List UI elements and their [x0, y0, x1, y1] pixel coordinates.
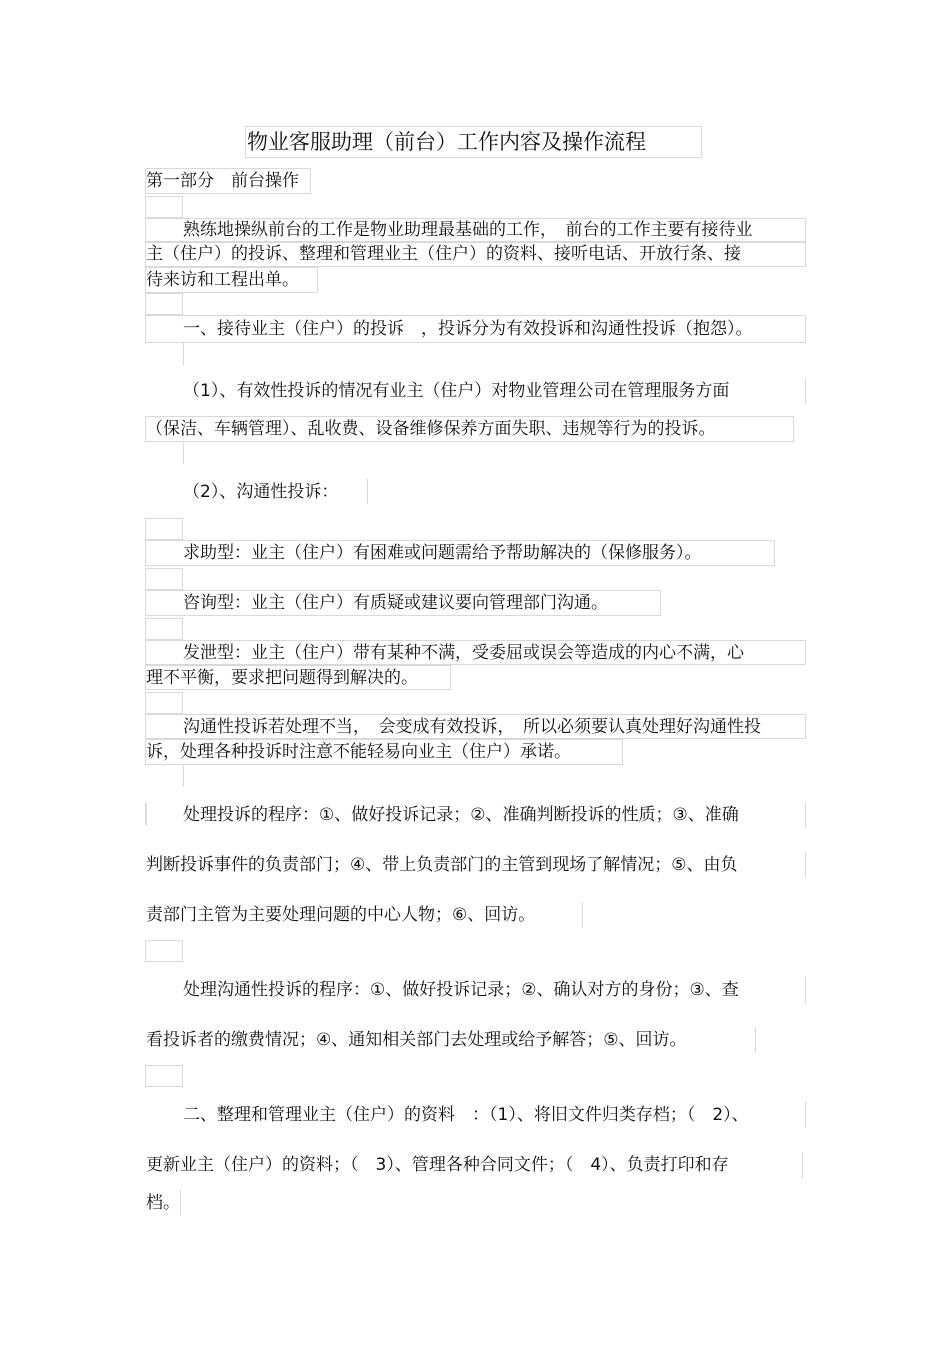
- divider: [805, 1102, 806, 1128]
- spacer-box: [145, 196, 183, 218]
- divider: [183, 343, 184, 365]
- page-title: 物业客服助理（前台）工作内容及操作流程: [247, 130, 646, 154]
- spacer-box: [145, 518, 183, 540]
- intro-line-1: 熟练地操纵前台的工作是物业助理最基础的工作， 前台的工作主要有接待业: [183, 220, 753, 240]
- section-heading: 第一部分 前台操作: [146, 171, 299, 191]
- divider: [802, 1152, 803, 1178]
- spacer-box: [145, 618, 183, 640]
- warning-line-2: 诉，处理各种投诉时注意不能轻易向业主（住户）承诺。: [146, 742, 571, 762]
- divider: [805, 852, 806, 878]
- divider: [805, 378, 806, 404]
- item2-line-3: 档。: [146, 1193, 180, 1213]
- consult-type: 咨询型：业主（住户）有质疑或建议要向管理部门沟通。: [183, 593, 608, 613]
- complaint-procedure-line-2: 判断投诉事件的负责部门；④、带上负责部门的主管到现场了解情况；⑤、由负: [146, 855, 738, 875]
- complaint-procedure-line-1: 处理投诉的程序：①、做好投诉记录；②、准确判断投诉的性质；③、准确: [183, 805, 739, 825]
- spacer-box: [145, 940, 183, 962]
- communicative-heading: （2）、沟通性投诉：: [183, 482, 339, 502]
- communicative-procedure-line-2: 看投诉者的缴费情况；④、通知相关部门去处理或给予解答；⑤、回访。: [146, 1030, 687, 1050]
- divider: [805, 977, 806, 1003]
- intro-line-3: 待来访和工程出单。: [146, 270, 299, 290]
- vent-line-1: 发泄型：业主（住户）带有某种不满，受委屈或误会等造成的内心不满，心: [183, 643, 744, 663]
- divider: [582, 902, 583, 928]
- warning-line-1: 沟通性投诉若处理不当， 会变成有效投诉， 所以必须要认真处理好沟通性投: [183, 717, 761, 737]
- divider: [183, 765, 184, 787]
- divider: [180, 1190, 181, 1216]
- effective-line-1: （1）、有效性投诉的情况有业主（住户）对物业管理公司在管理服务方面: [183, 381, 730, 401]
- effective-line-2: （保洁、车辆管理）、乱收费、设备维修保养方面失职、违规等行为的投诉。: [146, 419, 716, 439]
- spacer-box: [145, 692, 183, 714]
- communicative-procedure-line-1: 处理沟通性投诉的程序：①、做好投诉记录；②、确认对方的身份；③、查: [183, 980, 739, 1000]
- spacer-box: [145, 568, 183, 590]
- divider: [367, 479, 368, 504]
- spacer-box: [145, 1065, 183, 1087]
- item1-heading: 一、接待业主（住户）的投诉 ，投诉分为有效投诉和沟通性投诉（抱怨）。: [183, 319, 753, 339]
- vent-line-2: 理不平衡，要求把问题得到解决的。: [146, 668, 418, 688]
- item2-line-1: 二、整理和管理业主（住户）的资料 ：（1）、将旧文件归类存档；（ 2）、: [183, 1105, 749, 1125]
- spacer-box: [145, 293, 183, 315]
- divider: [183, 442, 184, 464]
- help-type: 求助型：业主（住户）有困难或问题需给予帮助解决的（保修服务）。: [183, 543, 702, 563]
- divider: [755, 1027, 756, 1053]
- spacer-box: [145, 803, 147, 825]
- item2-line-2: 更新业主（住户）的资料；（ 3）、管理各种合同文件；（ 4）、负责打印和存: [146, 1155, 729, 1175]
- complaint-procedure-line-3: 责部门主管为主要处理问题的中心人物；⑥、回访。: [146, 905, 536, 925]
- intro-line-2: 主（住户）的投诉、整理和管理业主（住户）的资料、接听电话、开放行条、接: [146, 244, 741, 264]
- divider: [805, 802, 806, 828]
